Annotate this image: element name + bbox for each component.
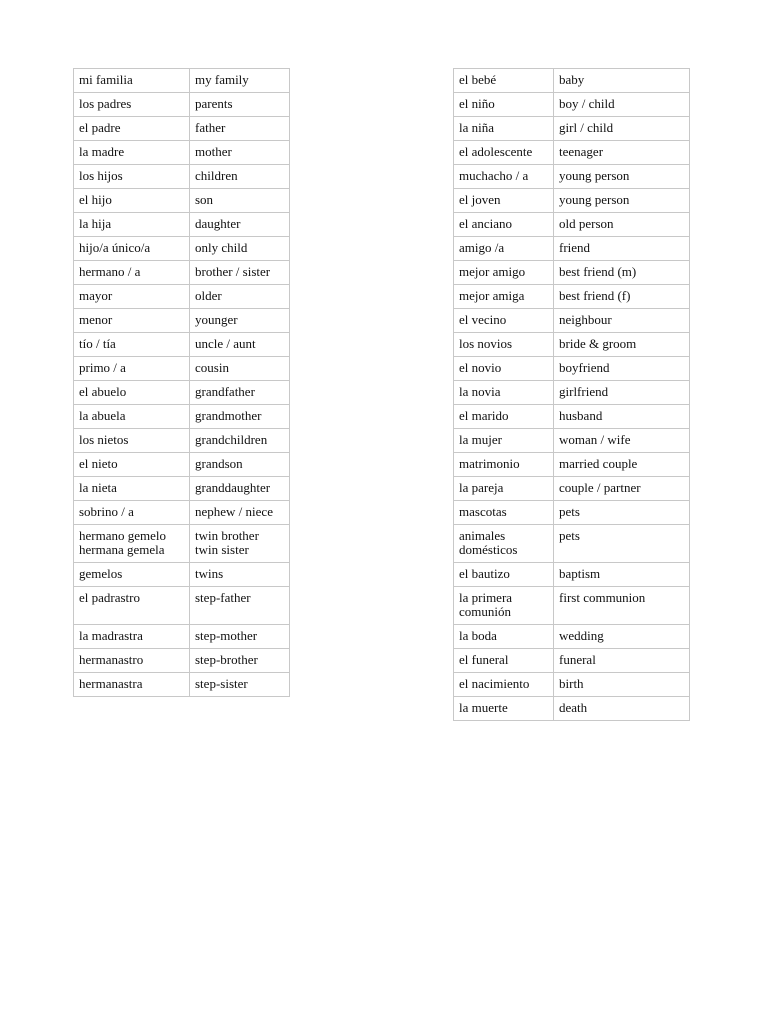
table-row	[454, 117, 690, 141]
spanish-term: el bebé	[454, 69, 554, 93]
spanish-term: el joven	[454, 189, 554, 213]
spanish-term: la muerte	[454, 697, 554, 721]
spanish-term: los hijos	[74, 165, 190, 189]
table-row	[74, 141, 290, 165]
table-row	[454, 261, 690, 285]
table-row	[74, 525, 290, 563]
table-row	[454, 357, 690, 381]
vocab-table-left	[73, 68, 290, 697]
table-row	[454, 587, 690, 625]
english-term: pets	[554, 501, 690, 525]
english-term: woman / wife	[554, 429, 690, 453]
spanish-term: mascotas	[454, 501, 554, 525]
spanish-term: el padre	[74, 117, 190, 141]
spanish-term: el anciano	[454, 213, 554, 237]
table-row	[74, 405, 290, 429]
spanish-term: el niño	[454, 93, 554, 117]
table-row	[454, 649, 690, 673]
table-row	[74, 587, 290, 625]
table-row	[454, 69, 690, 93]
spanish-term: la madre	[74, 141, 190, 165]
english-term: granddaughter	[190, 477, 290, 501]
table-row	[454, 697, 690, 721]
english-term: twins	[190, 563, 290, 587]
table-row	[74, 357, 290, 381]
table-row	[74, 333, 290, 357]
spanish-term: el padrastro	[74, 587, 190, 625]
english-term: mother	[190, 141, 290, 165]
table-row	[74, 285, 290, 309]
table-row	[454, 453, 690, 477]
spanish-term: hermano gemelo hermana gemela	[74, 525, 190, 563]
english-term: step-brother	[190, 649, 290, 673]
spanish-term: hijo/a único/a	[74, 237, 190, 261]
table-row	[454, 333, 690, 357]
spanish-term: tío / tía	[74, 333, 190, 357]
english-term: only child	[190, 237, 290, 261]
english-term: boyfriend	[554, 357, 690, 381]
english-term: death	[554, 697, 690, 721]
english-term: daughter	[190, 213, 290, 237]
spanish-term: la pareja	[454, 477, 554, 501]
table-row	[74, 453, 290, 477]
table-row	[74, 625, 290, 649]
spanish-term: matrimonio	[454, 453, 554, 477]
table-row	[74, 93, 290, 117]
english-term: step-father	[190, 587, 290, 625]
spanish-term: el novio	[454, 357, 554, 381]
table-row	[74, 237, 290, 261]
english-term: teenager	[554, 141, 690, 165]
english-term: boy / child	[554, 93, 690, 117]
spanish-term: mayor	[74, 285, 190, 309]
english-term: girl / child	[554, 117, 690, 141]
spanish-term: menor	[74, 309, 190, 333]
english-term: grandson	[190, 453, 290, 477]
table-row	[454, 501, 690, 525]
table-row	[454, 477, 690, 501]
english-term: my family	[190, 69, 290, 93]
table-row	[74, 649, 290, 673]
spanish-term: hermanastro	[74, 649, 190, 673]
table-row	[74, 563, 290, 587]
spanish-term: muchacho / a	[454, 165, 554, 189]
table-row	[74, 477, 290, 501]
spanish-term: gemelos	[74, 563, 190, 587]
table-row	[454, 285, 690, 309]
english-term: couple / partner	[554, 477, 690, 501]
spanish-term: el bautizo	[454, 563, 554, 587]
spanish-term: la mujer	[454, 429, 554, 453]
table-row	[74, 381, 290, 405]
english-term: older	[190, 285, 290, 309]
spanish-term: sobrino / a	[74, 501, 190, 525]
spanish-term: mi familia	[74, 69, 190, 93]
spanish-term: los nietos	[74, 429, 190, 453]
table-row	[454, 213, 690, 237]
spanish-term: hermano / a	[74, 261, 190, 285]
spanish-term: el adolescente	[454, 141, 554, 165]
table-row	[74, 165, 290, 189]
english-term: old person	[554, 213, 690, 237]
table-row	[454, 141, 690, 165]
table-row	[454, 309, 690, 333]
table-row	[454, 563, 690, 587]
english-term: grandfather	[190, 381, 290, 405]
english-term: wedding	[554, 625, 690, 649]
spanish-term: los padres	[74, 93, 190, 117]
english-term: younger	[190, 309, 290, 333]
spanish-term: mejor amigo	[454, 261, 554, 285]
spanish-term: el marido	[454, 405, 554, 429]
english-term: married couple	[554, 453, 690, 477]
table-row	[454, 189, 690, 213]
table-row	[454, 93, 690, 117]
english-term: funeral	[554, 649, 690, 673]
spanish-term: primo / a	[74, 357, 190, 381]
english-term: girlfriend	[554, 381, 690, 405]
spanish-term: hermanastra	[74, 673, 190, 697]
english-term: birth	[554, 673, 690, 697]
spanish-term: el funeral	[454, 649, 554, 673]
spanish-term: el abuelo	[74, 381, 190, 405]
spanish-term: mejor amiga	[454, 285, 554, 309]
english-term: step-sister	[190, 673, 290, 697]
english-term: step-mother	[190, 625, 290, 649]
spanish-term: el vecino	[454, 309, 554, 333]
english-term: first communion	[554, 587, 690, 625]
english-term: best friend (m)	[554, 261, 690, 285]
table-row	[454, 429, 690, 453]
table-row	[74, 673, 290, 697]
vocab-table-right	[453, 68, 690, 721]
table-row	[454, 405, 690, 429]
spanish-term: los novios	[454, 333, 554, 357]
table-row	[454, 237, 690, 261]
table-row	[74, 261, 290, 285]
spanish-term: la primera comunión	[454, 587, 554, 625]
english-term: grandchildren	[190, 429, 290, 453]
english-term: husband	[554, 405, 690, 429]
table-row	[454, 381, 690, 405]
spanish-term: el nieto	[74, 453, 190, 477]
table-row	[74, 213, 290, 237]
english-term: bride & groom	[554, 333, 690, 357]
spanish-term: la novia	[454, 381, 554, 405]
spanish-term: animales domésticos	[454, 525, 554, 563]
english-term: father	[190, 117, 290, 141]
table-row	[74, 429, 290, 453]
english-term: neighbour	[554, 309, 690, 333]
english-term: young person	[554, 165, 690, 189]
table-row	[74, 69, 290, 93]
english-term: brother / sister	[190, 261, 290, 285]
english-term: friend	[554, 237, 690, 261]
english-term: baby	[554, 69, 690, 93]
spanish-term: la hija	[74, 213, 190, 237]
english-term: cousin	[190, 357, 290, 381]
spanish-term: la boda	[454, 625, 554, 649]
english-term: pets	[554, 525, 690, 563]
spanish-term: el nacimiento	[454, 673, 554, 697]
spanish-term: la niña	[454, 117, 554, 141]
english-term: uncle / aunt	[190, 333, 290, 357]
english-term: baptism	[554, 563, 690, 587]
spanish-term: la madrastra	[74, 625, 190, 649]
table-row	[454, 673, 690, 697]
spanish-term: la nieta	[74, 477, 190, 501]
english-term: nephew / niece	[190, 501, 290, 525]
table-row	[74, 117, 290, 141]
table-row	[454, 165, 690, 189]
english-term: young person	[554, 189, 690, 213]
table-row	[74, 309, 290, 333]
table-row	[454, 625, 690, 649]
spanish-term: amigo /a	[454, 237, 554, 261]
english-term: grandmother	[190, 405, 290, 429]
table-row	[454, 525, 690, 563]
spanish-term: el hijo	[74, 189, 190, 213]
spanish-term: la abuela	[74, 405, 190, 429]
english-term: parents	[190, 93, 290, 117]
english-term: twin brother twin sister	[190, 525, 290, 563]
english-term: children	[190, 165, 290, 189]
english-term: son	[190, 189, 290, 213]
table-row	[74, 501, 290, 525]
english-term: best friend (f)	[554, 285, 690, 309]
table-row	[74, 189, 290, 213]
